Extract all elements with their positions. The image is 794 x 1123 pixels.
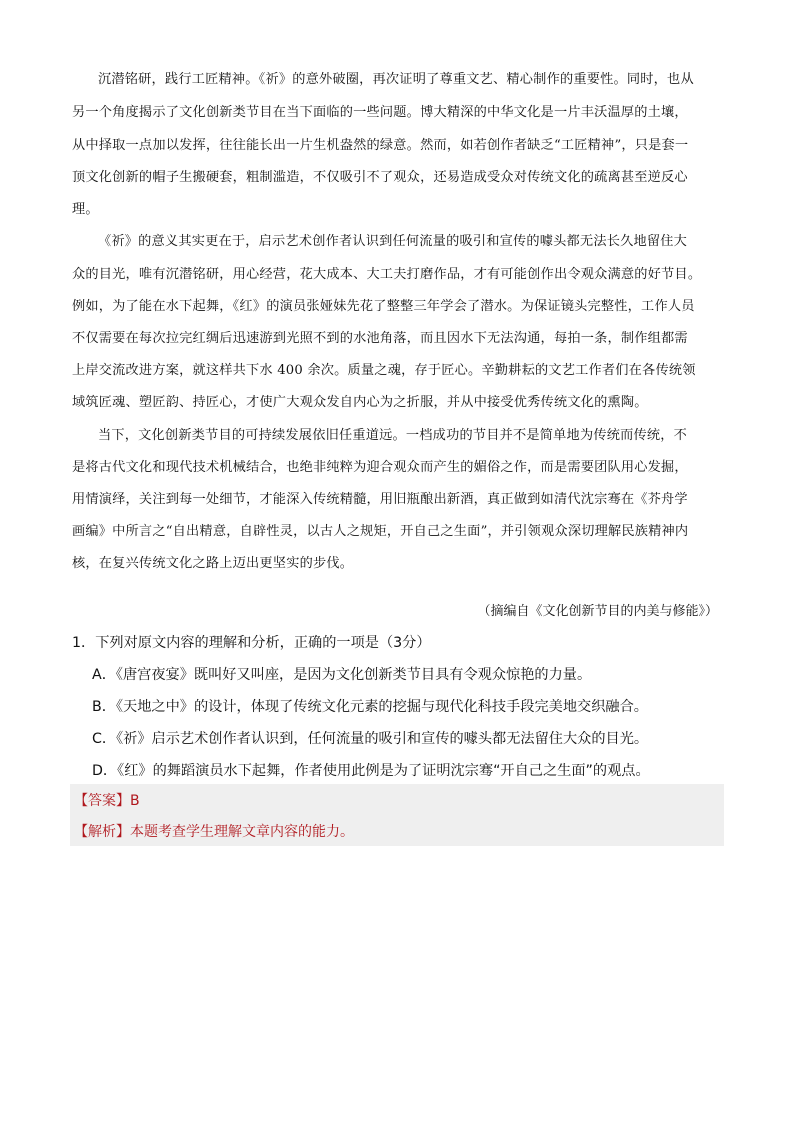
passage-line: 理。: [72, 202, 99, 217]
passage-line: 是将古代文化和现代技术机械结合，也绝非纯粹为迎合观众而产生的媚俗之作，而是需要团队用心发掘，: [72, 460, 688, 475]
passage-line: 画编》中所言之“自出精意，自辟性灵，以古人之规矩，开自己之生面”，并引领观众深切理解民族精神内: [72, 524, 689, 539]
option-c: C．《祈》启示艺术创作者认识到，任何流量的吸引和宣传的噱头都无法留住大众的目光。: [92, 731, 649, 747]
passage-line: 众的目光，唯有沉潜铭研，用心经营，花大成本、大工夫打磨作品，才有可能创作出令观众满意的好节目。: [72, 267, 702, 282]
analysis-text: 【解析】本题考查学生理解文章内容的能力。: [74, 824, 354, 840]
passage-line: 域筑匠魂、塑匠韵、持匠心，才使广大观众发自内心为之折服，并从中接受优秀传统文化的熏陶。: [72, 395, 648, 410]
passage-line: 沉潜铭研，践行工匠精神。《祈》的意外破圈，再次证明了尊重文艺、精心制作的重要性。同时，也从: [98, 72, 694, 87]
answer-label: 【答案】B: [74, 793, 140, 809]
answer-box: [70, 784, 724, 815]
option-a: A．《唐宫夜宴》既叫好又叫座，是因为文化创新类节目具有令观众惊艳的力量。: [92, 667, 592, 683]
passage-line: 当下，文化创新类节目的可持续发展依旧任重道远。一档成功的节目并不是简单地为传统而传统，不: [98, 428, 688, 443]
passage-source-citation: （摘编自《文化创新节目的内美与修能》）: [477, 604, 718, 619]
passage-line: 从中择取一点加以发挥，往往能长出一片生机盎然的绿意。然而，如若创作者缺乏“工匠精神”，只是套一: [72, 138, 689, 153]
passage-line: 不仅需要在每次拉完红绸后迅速游到光照不到的水池角落，而且因水下无法沟通，每拍一条，制作组都需: [72, 331, 688, 346]
option-d: D．《红》的舞蹈演员水下起舞，作者使用此例是为了证明沈宗骞“开自己之生面”的观点。: [92, 763, 650, 779]
passage-line: 例如，为了能在水下起舞，《红》的演员张娅妹先花了整整三年学会了潜水。为保证镜头完整性，工作人员: [72, 299, 695, 314]
analysis-box: [70, 815, 724, 846]
passage-line: 另一个角度揭示了文化创新类节目在当下面临的一些问题。博大精深的中华文化是一片丰沃温厚的土壤，: [72, 105, 688, 120]
option-b: B．《天地之中》的设计，体现了传统文化元素的挖掘与现代化科技手段完美地交织融合。: [92, 699, 648, 715]
passage-line: 《祈》的意义其实更在于，启示艺术创作者认识到任何流量的吸引和宣传的噱头都无法长久地留住大: [98, 234, 688, 249]
passage-line: 核，在复兴传统文化之路上迈出更坚实的步伐。: [72, 556, 354, 571]
passage-line: 顶文化创新的帽子生搬硬套，粗制滥造，不仅吸引不了观众，还易造成受众对传统文化的疏离甚至逆反心: [72, 170, 688, 185]
passage-line: 用情演绎，关注到每一处细节，才能深入传统精髓，用旧瓶酿出新酒，真正做到如清代沈宗骞在《芥舟学: [72, 492, 688, 507]
passage-line: 上岸交流改进方案，就这样共下水 400 余次。质量之魂，存于匠心。辛勤耕耘的文艺工作者们在各传统领: [72, 363, 696, 378]
question-stem: 1．下列对原文内容的理解和分析，正确的一项是（3分）: [72, 635, 431, 651]
